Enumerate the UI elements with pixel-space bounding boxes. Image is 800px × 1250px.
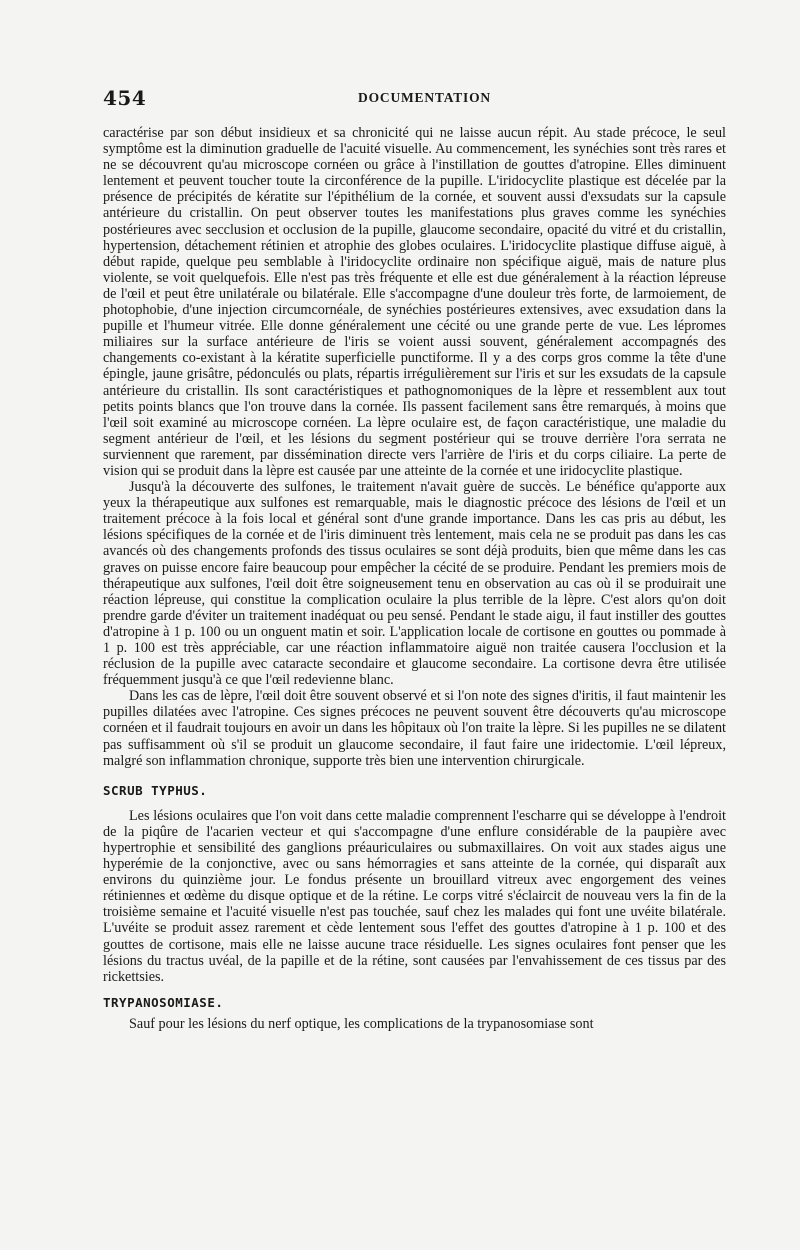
paragraph-trypanosomiase: Sauf pour les lésions du nerf optique, les complications de la trypanosomiase sont [129, 1015, 594, 1032]
page-number: 454 [103, 86, 147, 110]
paragraph-sulfone-treatment: Jusqu'à la découverte des sulfones, le traitement n'avait guère de succès. Le bénéfice qu'apporte aux yeux la thérapeutique aux sulfones est remarquable, mais le diagnostic précoce des lésions de l'œil et un traitement précoce à la fois local et général sont d'une grande importance. Dans les cas pris au début, les lésions spécifiques de la cornée et de l'iris diminuent très lentement, mais cela ne se produit pas dans les cas avancés où des changements profonds des tissus oculaires se sont déjà produits, bien que même dans les cas graves on puisse encore faire beaucoup pour empêcher la cécité de se produire. Pendant les premiers mois de thérapeutique aux sulfones, l'œil doit être soigneusement tenu en observation au cas où il se produirait une réaction lépreuse, qui constitue la complication oculaire la plus terrible de la lèpre. C'est alors qu'on doit prendre garde d'éviter un traitement inadéquat ou peu sensé. Pendant le stade aigu, il faut instiller des gouttes d'atropine à 1 p. 100 ou un onguent matin et soir. L'application locale de cortisone en gouttes ou pommade à 1 p. 100 est très appréciable, car une réaction inflammatoire aiguë non traitée causera l'occlusion et la réclusion de la pupille avec cataracte secondaire et glaucome secondaire. La cortisone devra être utilisée fréquemment jusqu'à ce que l'œil redevienne blanc. [103, 479, 726, 689]
page-header [103, 86, 726, 108]
section-heading-scrub-typhus: SCRUB TYPHUS. [103, 782, 208, 798]
paragraph-leprosy-symptoms: caractérise par son début insidieux et sa chronicité qui ne laisse aucun répit. Au stade précoce, le seul symptôme est la diminution graduelle de l'acuité visuelle. Au commencement, les synéchies sont très rares et ne se découvrent qu'au microscope cornéen ou grâce à l'instillation de gouttes d'atropine. Elles diminuent lentement et peuvent toucher toute la circonférence de la pupille. L'iridocyclite plastique est décelée par la présence de précipités de kératite sur l'épithélium de la cornée, et souvent aussi d'exsudats sur la capsule antérieure du cristallin. On peut observer toutes les manifestations plus graves comme les synéchies postérieures avec secclusion et occlusion de la pupille, glaucome secondaire, opacité du vitré et du cristallin, hypertension, détachement rétinien et atrophie des globes oculaires. L'iridocyclite plastique diffuse aiguë, à début rapide, quelque peu semblable à l'iridocyclite ordinaire non spécifique aiguë, mais de nature plus violente, se voit quelquefois. Elle n'est pas très fréquente et elle est due généralement à la réaction lépreuse de l'œil et peut être unilatérale ou bilatérale. Elle s'accompagne d'une douleur très forte, de larmoiement, de photophobie, d'une injection circumcornéale, de synéchies postérieures extensives, avec exsudation dans la pupille et l'humeur vitrée. Elle donne généralement une cécité ou une grande perte de vue. Les lépromes miliaires sur la surface antérieure de l'iris se voient aussi souvent, généralement accompagnés des changements co-existant à la kératite superficielle punctiforme. Il y a des corps gros comme la tête d'une épingle, jaune grisâtre, pédonculés ou plats, répartis irrégulièrement sur l'iris et sur les exsudats de la capsule antérieure du cristallin. Ils sont caractéristiques et pathognomoniques de la lèpre et ressemblent aux tout petits points blancs que l'on trouve dans la cornée. Ils passent facilement sans être remarqués, à moins que l'œil soit examiné au microscope cornéen. La lèpre oculaire est, de façon caractéristique, une maladie du segment antérieur de l'œil, et les lésions du segment postérieur qui se trouve derrière l'ora serrata ne surviennent que rarement, par dissémination directe vers l'arrière de l'iris et du corps ciliaire. La perte de vision qui se produit dans la lèpre est causée par une atteinte de la cornée et une iridocyclite plastique. [103, 125, 726, 479]
paragraph-scrub-typhus: Les lésions oculaires que l'on voit dans cette maladie comprennent l'escharre qui se développe à l'endroit de la piqûre de l'acarien vecteur et qui s'accompagne d'une enflure considérable de la paupière avec hypertrophie et sensibilité des ganglions préauriculaires ou submaxillaires. On voit aux stades aigus une hyperémie de la conjonctive, avec ou sans hémorragies et sans atteinte de la cornée, qui disparaît aux environs du quinzième jour. Le fondus présente un brouillard vitreux avec engorgement des veines rétiniennes et œdème du disque optique et de la rétine. Le corps vitré s'éclaircit de nouveau vers la fin de la troisième semaine et l'acuité visuelle n'est pas touchée, sauf chez les malades qui font une uvéite bilatérale. L'uvéite se produit assez rarement et cède lentement sous l'effet des gouttes d'atropine à 1 p. 100 et des gouttes de cortisone, mais elle ne laisse aucune trace résiduelle. Les signes oculaires font penser que les lésions du tractus uvéal, de la papille et de la rétine, sont causées par l'envahissement de ces tissus par des rickettsies. [103, 807, 726, 985]
body-text [103, 125, 726, 1032]
paragraph-observation: Dans les cas de lèpre, l'œil doit être souvent observé et si l'on note des signes d'iritis, il faut maintenir les pupilles dilatées avec l'atropine. Ces signes précoces ne peuvent souvent être découverts qu'au microscope cornéen et il faudrait toujours en avoir un dans les hôpitaux où l'on traite la lèpre. Si les pupilles ne se dilatent pas suffisamment où s'il se produit un glaucome secondaire, il faut faire une iridectomie. L'œil lépreux, malgré son inflammation chronique, supporte très bien une intervention chirurgicale. [103, 688, 726, 769]
running-title: DOCUMENTATION [358, 90, 491, 105]
section-heading-trypanosomiase: TRYPANOSOMIASE. [103, 994, 224, 1010]
